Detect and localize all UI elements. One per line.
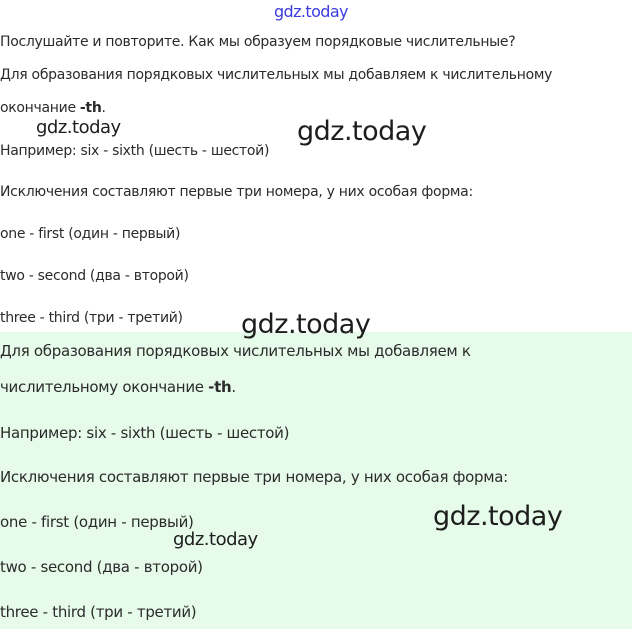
answer-suffix-th: -th <box>208 378 232 396</box>
answer-example-text: Например: six - sixth (шесть - шестой) <box>0 424 290 442</box>
answer-exceptions-intro: Исключения составляют первые три номера, у них особая форма: <box>0 468 508 486</box>
example-text: Например: six - sixth (шесть - шестой) <box>0 143 270 159</box>
rule-line-1: Для образования порядковых числительных мы добавляем к числительному <box>0 67 553 83</box>
watermark: gdz.today <box>173 529 258 550</box>
exception-item-three: three - third (три - третий) <box>0 310 183 326</box>
exception-item-two: two - second (два - второй) <box>0 268 189 284</box>
rule-line-2-prefix: окончание <box>0 100 80 116</box>
watermark: gdz.today <box>241 309 371 340</box>
watermark: gdz.today <box>36 117 121 138</box>
answer-rule-line-2 <box>0 378 236 396</box>
rule-line-2-end: . <box>101 100 106 116</box>
answer-item-three: three - third (три - третий) <box>0 603 197 621</box>
watermark: gdz.today <box>297 116 427 147</box>
site-logo[interactable]: gdz.today <box>274 2 348 21</box>
answer-item-one: one - first (один - первый) <box>0 513 194 531</box>
watermark: gdz.today <box>433 501 563 532</box>
question-text: Послушайте и повторите. Как мы образуем порядковые числительные? <box>0 34 516 50</box>
answer-rule-line-2-end: . <box>231 378 236 396</box>
rule-line-2 <box>0 100 106 116</box>
answer-rule-line-2-prefix: числительному окончание <box>0 378 209 396</box>
exception-item-one: one - first (один - первый) <box>0 226 181 242</box>
answer-rule-line-1: Для образования порядковых числительных мы добавляем к <box>0 342 471 360</box>
suffix-th: -th <box>79 100 102 116</box>
exceptions-intro: Исключения составляют первые три номера, у них особая форма: <box>0 184 473 200</box>
answer-item-two: two - second (два - второй) <box>0 558 203 576</box>
